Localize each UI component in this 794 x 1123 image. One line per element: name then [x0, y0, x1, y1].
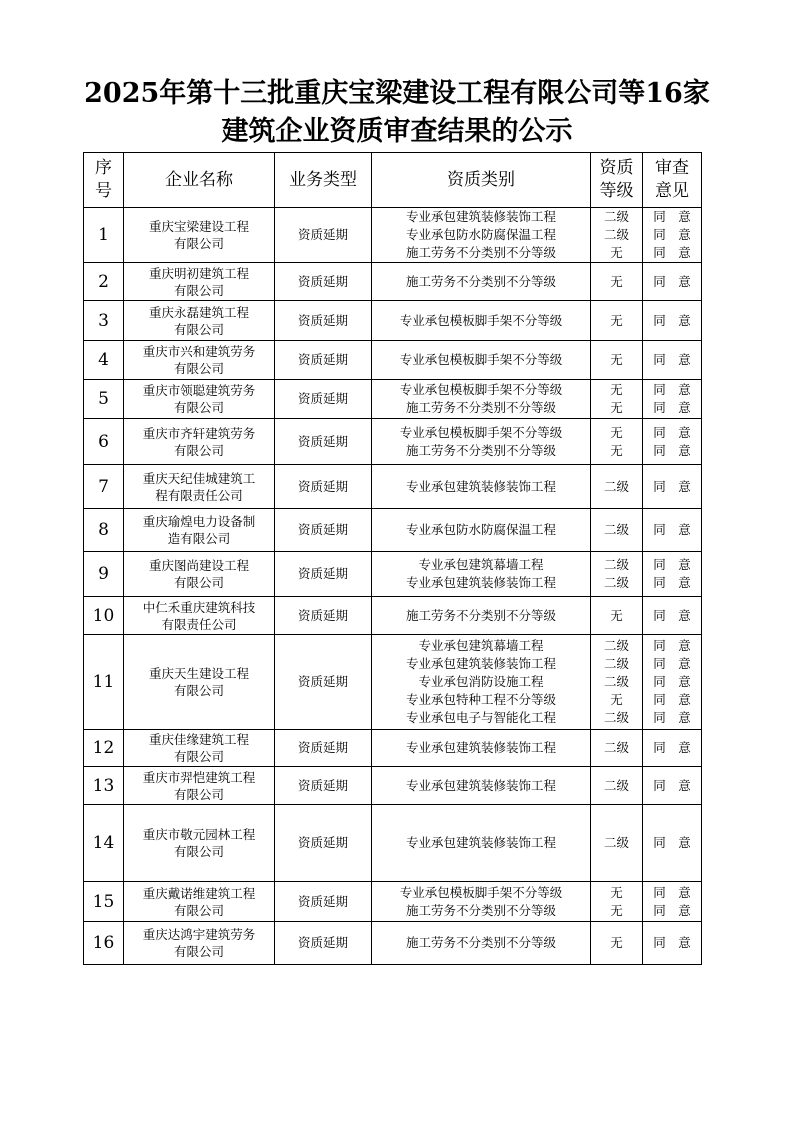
qualification-categories	[372, 635, 591, 730]
company-name-line: 造有限公司	[167, 531, 231, 546]
company-name	[124, 730, 275, 767]
qualification-grade: 二级	[603, 638, 629, 653]
review-opinion: 同 意	[653, 478, 691, 494]
company-name	[124, 922, 275, 965]
company-name	[124, 419, 275, 465]
company-name-line: 有限公司	[173, 361, 224, 376]
review-opinion: 同 意	[653, 273, 691, 289]
table-row	[84, 767, 702, 805]
qualification-grade: 二级	[603, 656, 629, 671]
company-name	[124, 208, 275, 263]
row-index: 6	[84, 419, 124, 465]
business-type: 资质延期	[275, 380, 372, 419]
review-opinions	[643, 301, 702, 341]
qualification-categories	[372, 552, 591, 597]
review-opinions	[643, 767, 702, 805]
qualification-category: 专业承包建筑幕墙工程	[418, 638, 544, 653]
qualification-categories	[372, 730, 591, 767]
table-row	[84, 509, 702, 552]
company-name	[124, 882, 275, 922]
business-type: 资质延期	[275, 882, 372, 922]
table-row	[84, 635, 702, 730]
qualification-categories	[372, 419, 591, 465]
row-index: 10	[84, 597, 124, 635]
table-row	[84, 597, 702, 635]
row-index: 2	[84, 263, 124, 301]
qualification-grades	[591, 380, 643, 419]
qualification-grades	[591, 882, 643, 922]
qualification-category: 专业承包模板脚手架不分等级	[399, 312, 563, 328]
business-type: 资质延期	[275, 730, 372, 767]
review-opinions	[643, 208, 702, 263]
company-name-line: 重庆图尚建设工程	[148, 558, 249, 573]
company-name	[124, 380, 275, 419]
company-name	[124, 805, 275, 882]
review-opinions	[643, 465, 702, 509]
qualification-grade: 二级	[603, 557, 629, 572]
company-name-line: 有限公司	[173, 442, 224, 458]
review-opinion: 同 意	[653, 442, 691, 458]
row-index: 7	[84, 465, 124, 509]
row-index: 12	[84, 730, 124, 767]
qualification-grade: 二级	[603, 674, 629, 689]
review-opinions	[643, 882, 702, 922]
qualification-category: 专业承包防水防腐保温工程	[405, 227, 556, 242]
company-name-line: 重庆市领聪建筑劳务	[142, 383, 256, 398]
table-row	[84, 419, 702, 465]
company-name	[124, 509, 275, 552]
review-opinion: 同 意	[653, 902, 691, 918]
qualification-grade: 二级	[603, 478, 629, 494]
company-name-line: 有限公司	[173, 944, 224, 959]
review-opinions	[643, 635, 702, 730]
qualification-grades	[591, 597, 643, 635]
review-opinions	[643, 730, 702, 767]
qualification-grades	[591, 509, 643, 552]
qualification-categories	[372, 301, 591, 341]
company-name-line: 重庆佳缘建筑工程	[148, 732, 249, 747]
qualification-category: 施工劳务不分类别不分等级	[405, 935, 556, 950]
business-type: 资质延期	[275, 263, 372, 301]
qualification-category: 专业承包消防设施工程	[418, 674, 544, 689]
qualification-category: 专业承包建筑装修装饰工程	[405, 777, 556, 793]
table-row	[84, 805, 702, 882]
qualification-categories	[372, 509, 591, 552]
qualification-category: 专业承包建筑装修装饰工程	[405, 740, 556, 755]
qualification-categories	[372, 380, 591, 419]
review-opinion: 同 意	[653, 245, 691, 260]
company-name-line: 重庆达鸿宇建筑劳务	[142, 927, 256, 942]
business-type: 资质延期	[275, 635, 372, 730]
company-name-line: 重庆市羿恺建筑工程	[142, 769, 256, 785]
review-opinions	[643, 341, 702, 380]
company-name-line: 有限公司	[173, 749, 224, 764]
row-index: 4	[84, 341, 124, 380]
company-name-line: 重庆戴诺维建筑工程	[142, 885, 256, 901]
qualification-grade: 二级	[603, 835, 629, 850]
row-index: 15	[84, 882, 124, 922]
review-opinions	[643, 509, 702, 552]
company-name-line: 重庆宝梁建设工程	[148, 219, 249, 234]
company-name-line: 有限公司	[173, 236, 224, 251]
qualification-grades	[591, 301, 643, 341]
row-index: 9	[84, 552, 124, 597]
review-opinion: 同 意	[653, 740, 691, 755]
company-name	[124, 263, 275, 301]
qualification-grade: 二级	[603, 227, 629, 242]
business-type: 资质延期	[275, 465, 372, 509]
company-name-line: 程有限责任公司	[155, 487, 243, 503]
review-opinion: 同 意	[653, 777, 691, 793]
review-opinions	[643, 805, 702, 882]
header-grade: 资质 等级	[591, 153, 643, 208]
qualification-category: 专业承包建筑装修装饰工程	[405, 209, 556, 224]
qualification-grade: 无	[610, 273, 623, 289]
qualification-grades	[591, 805, 643, 882]
qualification-grade: 无	[610, 245, 623, 260]
row-index: 14	[84, 805, 124, 882]
company-name-line: 重庆市齐轩建筑劳务	[142, 425, 256, 441]
header-company: 企业名称	[124, 153, 275, 208]
review-opinion: 同 意	[653, 424, 691, 440]
qualification-grade: 二级	[603, 710, 629, 725]
business-type: 资质延期	[275, 341, 372, 380]
qualification-category: 专业承包模板脚手架不分等级	[399, 352, 563, 367]
review-opinion: 同 意	[653, 607, 691, 623]
company-name-line: 重庆明初建筑工程	[148, 265, 249, 281]
table-row	[84, 730, 702, 767]
qualification-category: 施工劳务不分类别不分等级	[405, 902, 556, 918]
business-type: 资质延期	[275, 208, 372, 263]
business-type: 资质延期	[275, 552, 372, 597]
review-opinions	[643, 922, 702, 965]
qualification-categories	[372, 341, 591, 380]
row-index: 5	[84, 380, 124, 419]
row-index: 1	[84, 208, 124, 263]
company-name-line: 重庆天纪佳城建筑工	[142, 470, 256, 486]
row-index: 16	[84, 922, 124, 965]
qualification-grades	[591, 922, 643, 965]
company-name-line: 重庆市兴和建筑劳务	[142, 344, 256, 359]
qualification-categories	[372, 882, 591, 922]
table-row	[84, 341, 702, 380]
qualification-category: 专业承包建筑装修装饰工程	[405, 478, 556, 494]
company-name-line: 有限公司	[173, 683, 224, 698]
table-header-row	[84, 153, 702, 208]
business-type: 资质延期	[275, 597, 372, 635]
table-row	[84, 922, 702, 965]
company-name-line: 重庆市敬元园林工程	[142, 827, 256, 842]
qualification-category: 专业承包电子与智能化工程	[405, 710, 556, 725]
company-name-line: 有限公司	[173, 282, 224, 298]
review-opinion: 同 意	[653, 935, 691, 950]
review-opinion: 同 意	[653, 312, 691, 328]
qualification-categories	[372, 922, 591, 965]
business-type: 资质延期	[275, 301, 372, 341]
row-index: 8	[84, 509, 124, 552]
qualification-category: 专业承包模板脚手架不分等级	[399, 424, 563, 440]
table-row	[84, 882, 702, 922]
qualification-category: 专业承包建筑幕墙工程	[418, 557, 544, 572]
qualification-categories	[372, 465, 591, 509]
qualification-category: 专业承包模板脚手架不分等级	[399, 884, 563, 900]
qualification-categories	[372, 805, 591, 882]
business-type: 资质延期	[275, 922, 372, 965]
company-name-line: 有限公司	[173, 786, 224, 802]
company-name	[124, 341, 275, 380]
company-name-line: 中仁禾重庆建筑科技	[142, 599, 256, 615]
company-name	[124, 597, 275, 635]
qualification-grade: 无	[610, 424, 623, 440]
business-type: 资质延期	[275, 509, 372, 552]
qualification-grade: 无	[610, 352, 623, 367]
qualification-categories	[372, 263, 591, 301]
table-row	[84, 208, 702, 263]
review-opinion: 同 意	[653, 382, 691, 397]
review-opinions	[643, 419, 702, 465]
qualification-grades	[591, 263, 643, 301]
review-opinion: 同 意	[653, 575, 691, 590]
header-index: 序 号	[84, 153, 124, 208]
company-name-line: 有限公司	[173, 321, 224, 337]
qualification-grade: 无	[610, 442, 623, 458]
qualification-grade: 无	[610, 902, 623, 918]
row-index: 3	[84, 301, 124, 341]
company-name	[124, 767, 275, 805]
qualification-category: 专业承包建筑装修装饰工程	[405, 575, 556, 590]
header-business-type: 业务类型	[275, 153, 372, 208]
table-row	[84, 552, 702, 597]
review-opinion: 同 意	[653, 884, 691, 900]
company-name-line: 有限公司	[173, 400, 224, 415]
page-title-line-1: 2025年第十三批重庆宝梁建设工程有限公司等16家	[84, 78, 710, 109]
company-name-line: 有限公司	[173, 902, 224, 918]
qualification-category: 专业承包特种工程不分等级	[405, 692, 556, 707]
review-opinions	[643, 263, 702, 301]
business-type: 资质延期	[275, 767, 372, 805]
review-opinion: 同 意	[653, 835, 691, 850]
review-opinion: 同 意	[653, 352, 691, 367]
review-opinions	[643, 552, 702, 597]
company-name	[124, 552, 275, 597]
company-name-line: 有限公司	[173, 575, 224, 590]
qualification-grades	[591, 419, 643, 465]
review-opinion: 同 意	[653, 522, 691, 537]
qualification-grade: 二级	[603, 522, 629, 537]
qualification-grades	[591, 341, 643, 380]
review-opinion: 同 意	[653, 656, 691, 671]
qualification-review-table	[83, 152, 702, 965]
table-row	[84, 263, 702, 301]
header-qualification-category: 资质类别	[372, 153, 591, 208]
company-name-line: 有限责任公司	[161, 616, 237, 632]
qualification-grades	[591, 465, 643, 509]
table-row	[84, 465, 702, 509]
qualification-grade: 无	[610, 400, 623, 415]
page-title-line-2: 建筑企业资质审查结果的公示	[221, 116, 573, 147]
qualification-category: 施工劳务不分类别不分等级	[405, 245, 556, 260]
qualification-grade: 二级	[603, 777, 629, 793]
qualification-grades	[591, 635, 643, 730]
review-opinion: 同 意	[653, 674, 691, 689]
review-opinion: 同 意	[653, 227, 691, 242]
qualification-category: 专业承包建筑装修装饰工程	[405, 656, 556, 671]
review-opinions	[643, 380, 702, 419]
qualification-category: 施工劳务不分类别不分等级	[405, 442, 556, 458]
review-opinion: 同 意	[653, 710, 691, 725]
company-name-line: 重庆永磊建筑工程	[148, 304, 249, 320]
qualification-grade: 二级	[603, 575, 629, 590]
company-name-line: 重庆天生建设工程	[148, 666, 249, 681]
qualification-category: 施工劳务不分类别不分等级	[405, 273, 556, 289]
qualification-grade: 无	[610, 935, 623, 950]
qualification-categories	[372, 597, 591, 635]
qualification-grade: 无	[610, 382, 623, 397]
qualification-category: 专业承包模板脚手架不分等级	[399, 382, 563, 397]
table-row	[84, 380, 702, 419]
review-opinion: 同 意	[653, 209, 691, 224]
qualification-grade: 无	[610, 884, 623, 900]
business-type: 资质延期	[275, 419, 372, 465]
header-opinion: 审查 意见	[643, 153, 702, 208]
qualification-grade: 二级	[603, 740, 629, 755]
qualification-grade: 无	[610, 607, 623, 623]
qualification-grade: 二级	[603, 209, 629, 224]
company-name-line: 重庆瑜煌电力设备制	[142, 514, 256, 529]
qualification-grades	[591, 730, 643, 767]
qualification-grade: 无	[610, 692, 623, 707]
business-type: 资质延期	[275, 805, 372, 882]
qualification-category: 专业承包建筑装修装饰工程	[405, 835, 556, 850]
review-opinion: 同 意	[653, 692, 691, 707]
company-name-line: 有限公司	[173, 844, 224, 859]
qualification-grades	[591, 208, 643, 263]
qualification-categories	[372, 767, 591, 805]
company-name	[124, 635, 275, 730]
qualification-grades	[591, 767, 643, 805]
review-opinions	[643, 597, 702, 635]
row-index: 13	[84, 767, 124, 805]
review-opinion: 同 意	[653, 557, 691, 572]
review-opinion: 同 意	[653, 638, 691, 653]
row-index: 11	[84, 635, 124, 730]
table-row	[84, 301, 702, 341]
qualification-grade: 无	[610, 312, 623, 328]
company-name	[124, 301, 275, 341]
qualification-grades	[591, 552, 643, 597]
qualification-category: 专业承包防水防腐保温工程	[405, 522, 556, 537]
qualification-category: 施工劳务不分类别不分等级	[405, 400, 556, 415]
qualification-category: 施工劳务不分类别不分等级	[405, 607, 556, 623]
qualification-categories	[372, 208, 591, 263]
review-opinion: 同 意	[653, 400, 691, 415]
company-name	[124, 465, 275, 509]
